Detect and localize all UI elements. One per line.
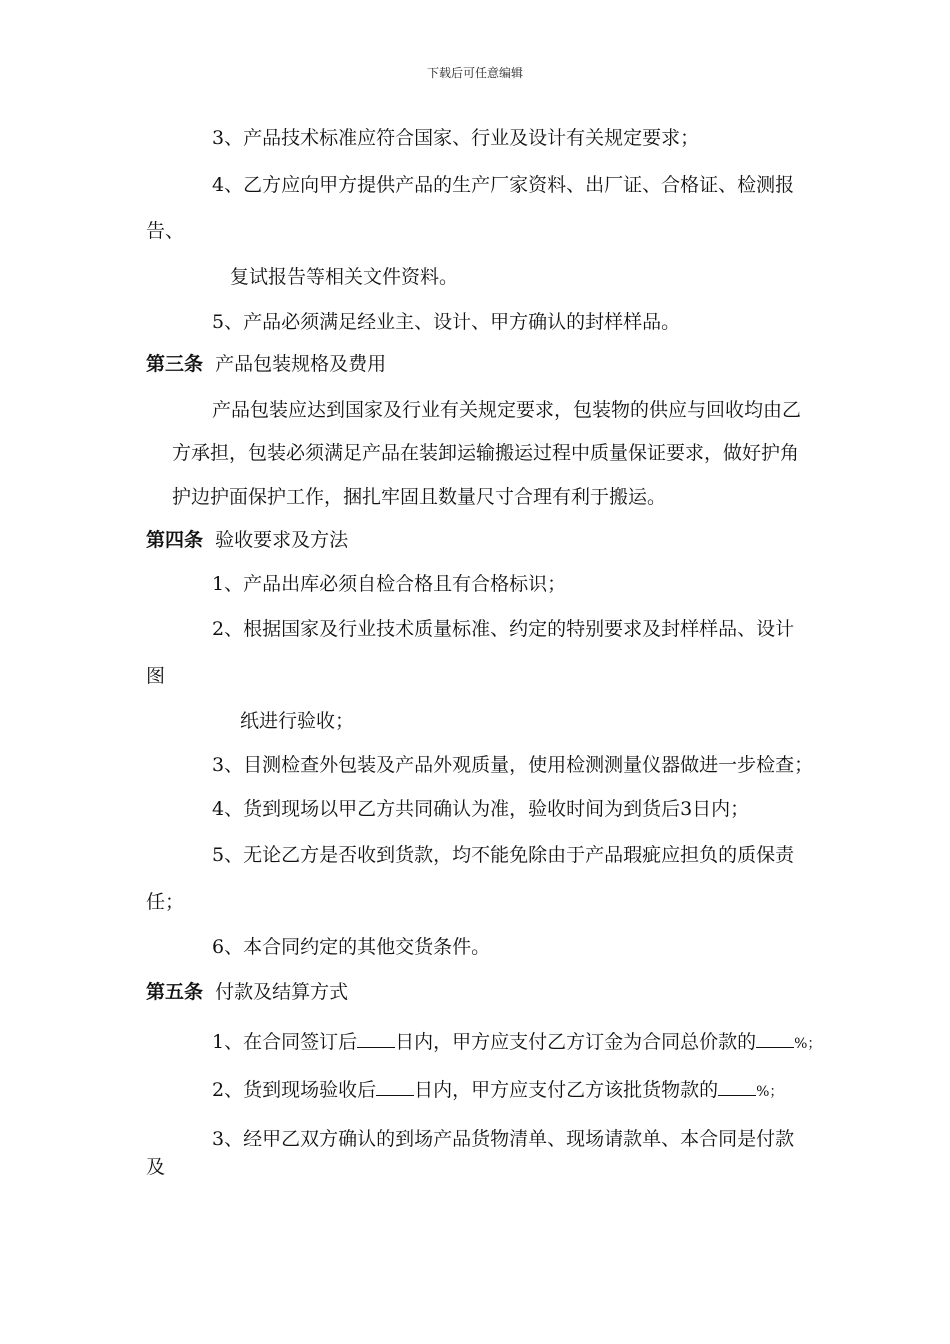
clause-5-item-3-wrap: 及 [146, 1156, 166, 1178]
clause-4-heading [146, 528, 348, 552]
clause-2-item-4-wrap: 告、 [146, 220, 185, 242]
acceptance-days-blank-field[interactable] [376, 1077, 414, 1096]
clause-3-label: 第三条 [146, 353, 204, 375]
clause-4-item-5-wrap: 任； [146, 891, 185, 913]
clause-5-title: 付款及结算方式 [215, 981, 349, 1003]
clause-4-item-4: 4、货到现场以甲乙方共同确认为准，验收时间为到货后3日内； [212, 798, 750, 820]
clause-2-item-4: 4、乙方应向甲方提供产品的生产厂家资料、出厂证、合格证、检测报 [212, 174, 795, 196]
clause-3-heading [146, 352, 386, 376]
clause-5-item-1-part-3: %； [794, 1036, 822, 1052]
payment-percent-blank-field[interactable] [718, 1077, 756, 1096]
clause-5-item-2-part-2: 日内，甲方应支付乙方该批货物款的 [414, 1079, 719, 1101]
clause-4-item-6: 6、本合同约定的其他交货条件。 [212, 936, 491, 958]
clause-3-para-line-1: 产品包装应达到国家及行业有关规定要求，包装物的供应与回收均由乙 [212, 399, 802, 421]
clause-4-title: 验收要求及方法 [215, 529, 349, 551]
clause-5-item-2-part-3: %； [756, 1084, 784, 1100]
clause-4-label: 第四条 [146, 529, 204, 551]
clause-4-item-1: 1、产品出库必须自检合格且有合格标识； [212, 573, 567, 595]
clause-5-item-2 [212, 1077, 783, 1104]
clause-5-item-2-part-1: 2、货到现场验收后 [212, 1079, 377, 1101]
deposit-percent-blank-field[interactable] [756, 1029, 794, 1048]
clause-5-item-3: 3、经甲乙双方确认的到场产品货物清单、现场请款单、本合同是付款 [212, 1128, 795, 1150]
clause-3-title: 产品包装规格及费用 [215, 353, 387, 375]
clause-5-item-1-part-2: 日内，甲方应支付乙方订金为合同总价款的 [395, 1031, 757, 1053]
clause-4-item-5: 5、无论乙方是否收到货款，均不能免除由于产品瑕疵应担负的质保责 [212, 844, 795, 866]
clause-2-item-3: 3、产品技术标准应符合国家、行业及设计有关规定要求； [212, 127, 700, 149]
clause-5-item-1-part-1: 1、在合同签订后 [212, 1031, 358, 1053]
clause-4-item-2: 2、根据国家及行业技术质量标准、约定的特别要求及封样样品、设计 [212, 618, 795, 640]
clause-2-item-5: 5、产品必须满足经业主、设计、甲方确认的封样样品。 [212, 311, 681, 333]
clause-3-para-line-3: 护边护面保护工作，捆扎牢固且数量尺寸合理有利于搬运。 [172, 486, 667, 508]
clause-3-para-line-2: 方承担，包装必须满足产品在装卸运输搬运过程中质量保证要求，做好护角 [172, 442, 800, 464]
clause-4-item-3: 3、目测检查外包装及产品外观质量，使用检测测量仪器做进一步检查； [212, 754, 814, 776]
clause-4-item-2-cont: 纸进行验收； [240, 710, 355, 732]
clause-2-item-4-cont: 复试报告等相关文件资料。 [230, 266, 459, 288]
clause-5-item-1 [212, 1029, 821, 1056]
clause-4-item-2-wrap: 图 [146, 665, 166, 687]
page-header: 下载后可任意编辑 [426, 66, 523, 80]
clause-5-heading [146, 980, 348, 1004]
clause-5-label: 第五条 [146, 981, 204, 1003]
days-blank-field[interactable] [357, 1029, 395, 1048]
